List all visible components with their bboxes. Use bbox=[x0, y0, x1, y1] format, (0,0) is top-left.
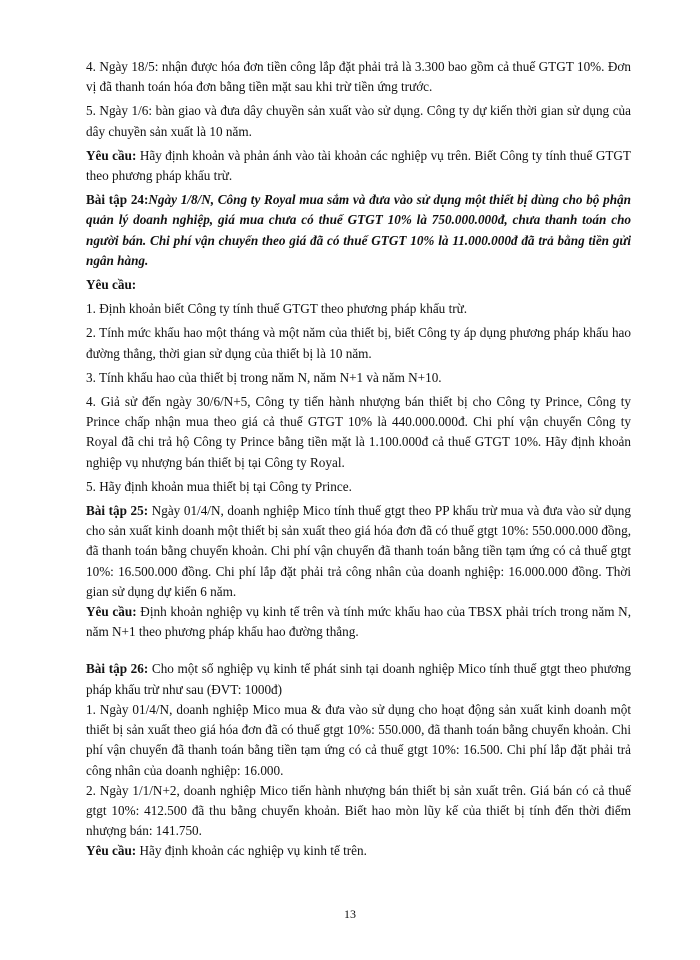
exercise-26-title: Bài tập 26: bbox=[86, 661, 149, 677]
exercise-24-item-2: 2. Tính mức khấu hao một tháng và một năm của thiết bị, biết Công ty áp dụng phương pháp khấu hao đường thẳng, thời gian sử dụng của thiết bị là 10 năm. bbox=[86, 325, 631, 361]
exercise-24-requirement-label: Yêu cầu: bbox=[86, 277, 137, 293]
exercise-25-requirement-text: Định khoản nghiệp vụ kinh tế trên và tính mức khấu hao của TBSX phải trích trong năm N, năm N+1 theo phương pháp khấu hao đường thẳng. bbox=[86, 604, 631, 640]
exercise-26-body: Cho một số nghiệp vụ kinh tế phát sinh tại doanh nghiệp Mico tính thuế gtgt theo phương pháp khấu trừ như sau (ĐVT: 1000đ) bbox=[86, 661, 632, 697]
requirement-text: Hãy định khoản và phản ánh vào tài khoản các nghiệp vụ trên. Biết Công ty tính thuế GTGT theo phương pháp khấu trừ. bbox=[86, 147, 631, 184]
page-number: 13 bbox=[344, 907, 356, 921]
exercise-26-requirement bbox=[86, 841, 631, 861]
exercise-24-statement bbox=[86, 190, 631, 271]
exercise-26-statement bbox=[86, 659, 631, 699]
requirement-paragraph bbox=[86, 146, 631, 186]
exercise-26-item-2: 2. Ngày 1/1/N+2, doanh nghiệp Mico tiến hành nhượng bán thiết bị sản xuất trên. Giá bán có cả thuế gtgt 10%: 412.500 đã thu bằng chuyển khoản. Biết hao mòn lũy kế của thiết bị tính đến thời điểm nhượng bán: 141.750. bbox=[86, 782, 631, 839]
exercise-26-requirement-label: Yêu cầu: bbox=[86, 843, 137, 859]
exercise-25-title: Bài tập 25: bbox=[86, 503, 149, 519]
exercise-24-item-5: 5. Hãy định khoản mua thiết bị tại Công ty Prince. bbox=[86, 478, 352, 494]
paragraph-item-4: 4. Ngày 18/5: nhận được hóa đơn tiền công lắp đặt phải trả là 3.300 bao gồm cả thuế GTGT 10%. Đơn vị đã thanh toán hóa đơn bằng tiền mặt sau khi trừ tiền ứng trước. bbox=[86, 59, 631, 95]
exercise-24-requirement bbox=[86, 275, 631, 295]
exercise-24-item-4: 4. Giả sử đến ngày 30/6/N+5, Công ty tiến hành nhượng bán thiết bị cho Công ty Prince, Công ty Prince chấp nhận mua theo giá cả thuế GTGT 10% là 440.000.000đ. Chi phí vận chuyển Công ty Royal đã chi trả hộ Công ty Prince bằng tiền mặt là 1.100.000đ cả thuế GTGT 10%. Hãy định khoản nghiệp vụ nhượng bán thiết bị tại Công ty Royal. bbox=[86, 394, 631, 470]
exercise-24-item-1: 1. Định khoản biết Công ty tính thuế GTGT theo phương pháp khấu trừ. bbox=[86, 301, 468, 317]
exercise-25-statement bbox=[86, 501, 631, 602]
exercise-25-requirement-label: Yêu cầu: bbox=[86, 604, 137, 620]
exercise-24-body: Ngày 1/8/N, Công ty Royal mua sắm và đưa vào sử dụng một thiết bị dùng cho bộ phận quản lý doanh nghiệp, giá mua chưa có thuế GTGT 10% là 750.000.000đ, chưa thanh toán cho người bán. Chi phí vận chuyển theo giá đã có thuế GTGT 10% là 11.000.000đ đã trả bằng tiền gửi ngân hàng. bbox=[86, 192, 631, 268]
exercise-25-body: Ngày 01/4/N, doanh nghiệp Mico tính thuế gtgt theo PP khấu trừ mua và đưa vào sử dụng cho sản xuất kinh doanh một thiết bị sản xuất theo giá hóa đơn đã có thuế gtgt 10%: 550.000.000 đồng, đã thanh toán bằng chuyển khoản. Chi phí vận chuyển đã thanh toán bằng tiền tạm ứng có cả thuế gtgt 10%: 16.500.000 đồng. Chi phí lắp đặt phải trả công nhân của doanh nghiệp: 16.000.000 đồng. Thời gian sử dụng dự kiến 6 năm. bbox=[86, 503, 632, 599]
paragraph-item-5: 5. Ngày 1/6: bàn giao và đưa dây chuyền sản xuất vào sử dụng. Công ty dự kiến thời gian sử dụng của dây chuyền sản xuất là 10 năm. bbox=[86, 103, 631, 139]
exercise-24-title: Bài tập 24: bbox=[86, 192, 149, 208]
requirement-label: Yêu cầu: bbox=[86, 147, 137, 163]
exercise-24-item-3: 3. Tính khấu hao của thiết bị trong năm N, năm N+1 và năm N+10. bbox=[86, 369, 442, 385]
page-content bbox=[86, 57, 631, 862]
exercise-26-requirement-text: Hãy định khoản các nghiệp vụ kinh tế trên. bbox=[136, 843, 367, 859]
exercise-26-item-1: 1. Ngày 01/4/N, doanh nghiệp Mico mua & đưa vào sử dụng cho hoạt động sản xuất kinh doanh một thiết bị sản xuất theo giá hóa đơn đã có thuế gtgt 10%: 550.000, đã thanh toán bằng chuyển khoản. Chi phí vận chuyển đã thanh toán bằng tiền tạm ứng có cả thuế gtgt 10%: 16.500. Chi phí lắp đặt phải trả công nhân của doanh nghiệp: 16.000. bbox=[86, 701, 631, 778]
exercise-25-requirement bbox=[86, 602, 631, 642]
